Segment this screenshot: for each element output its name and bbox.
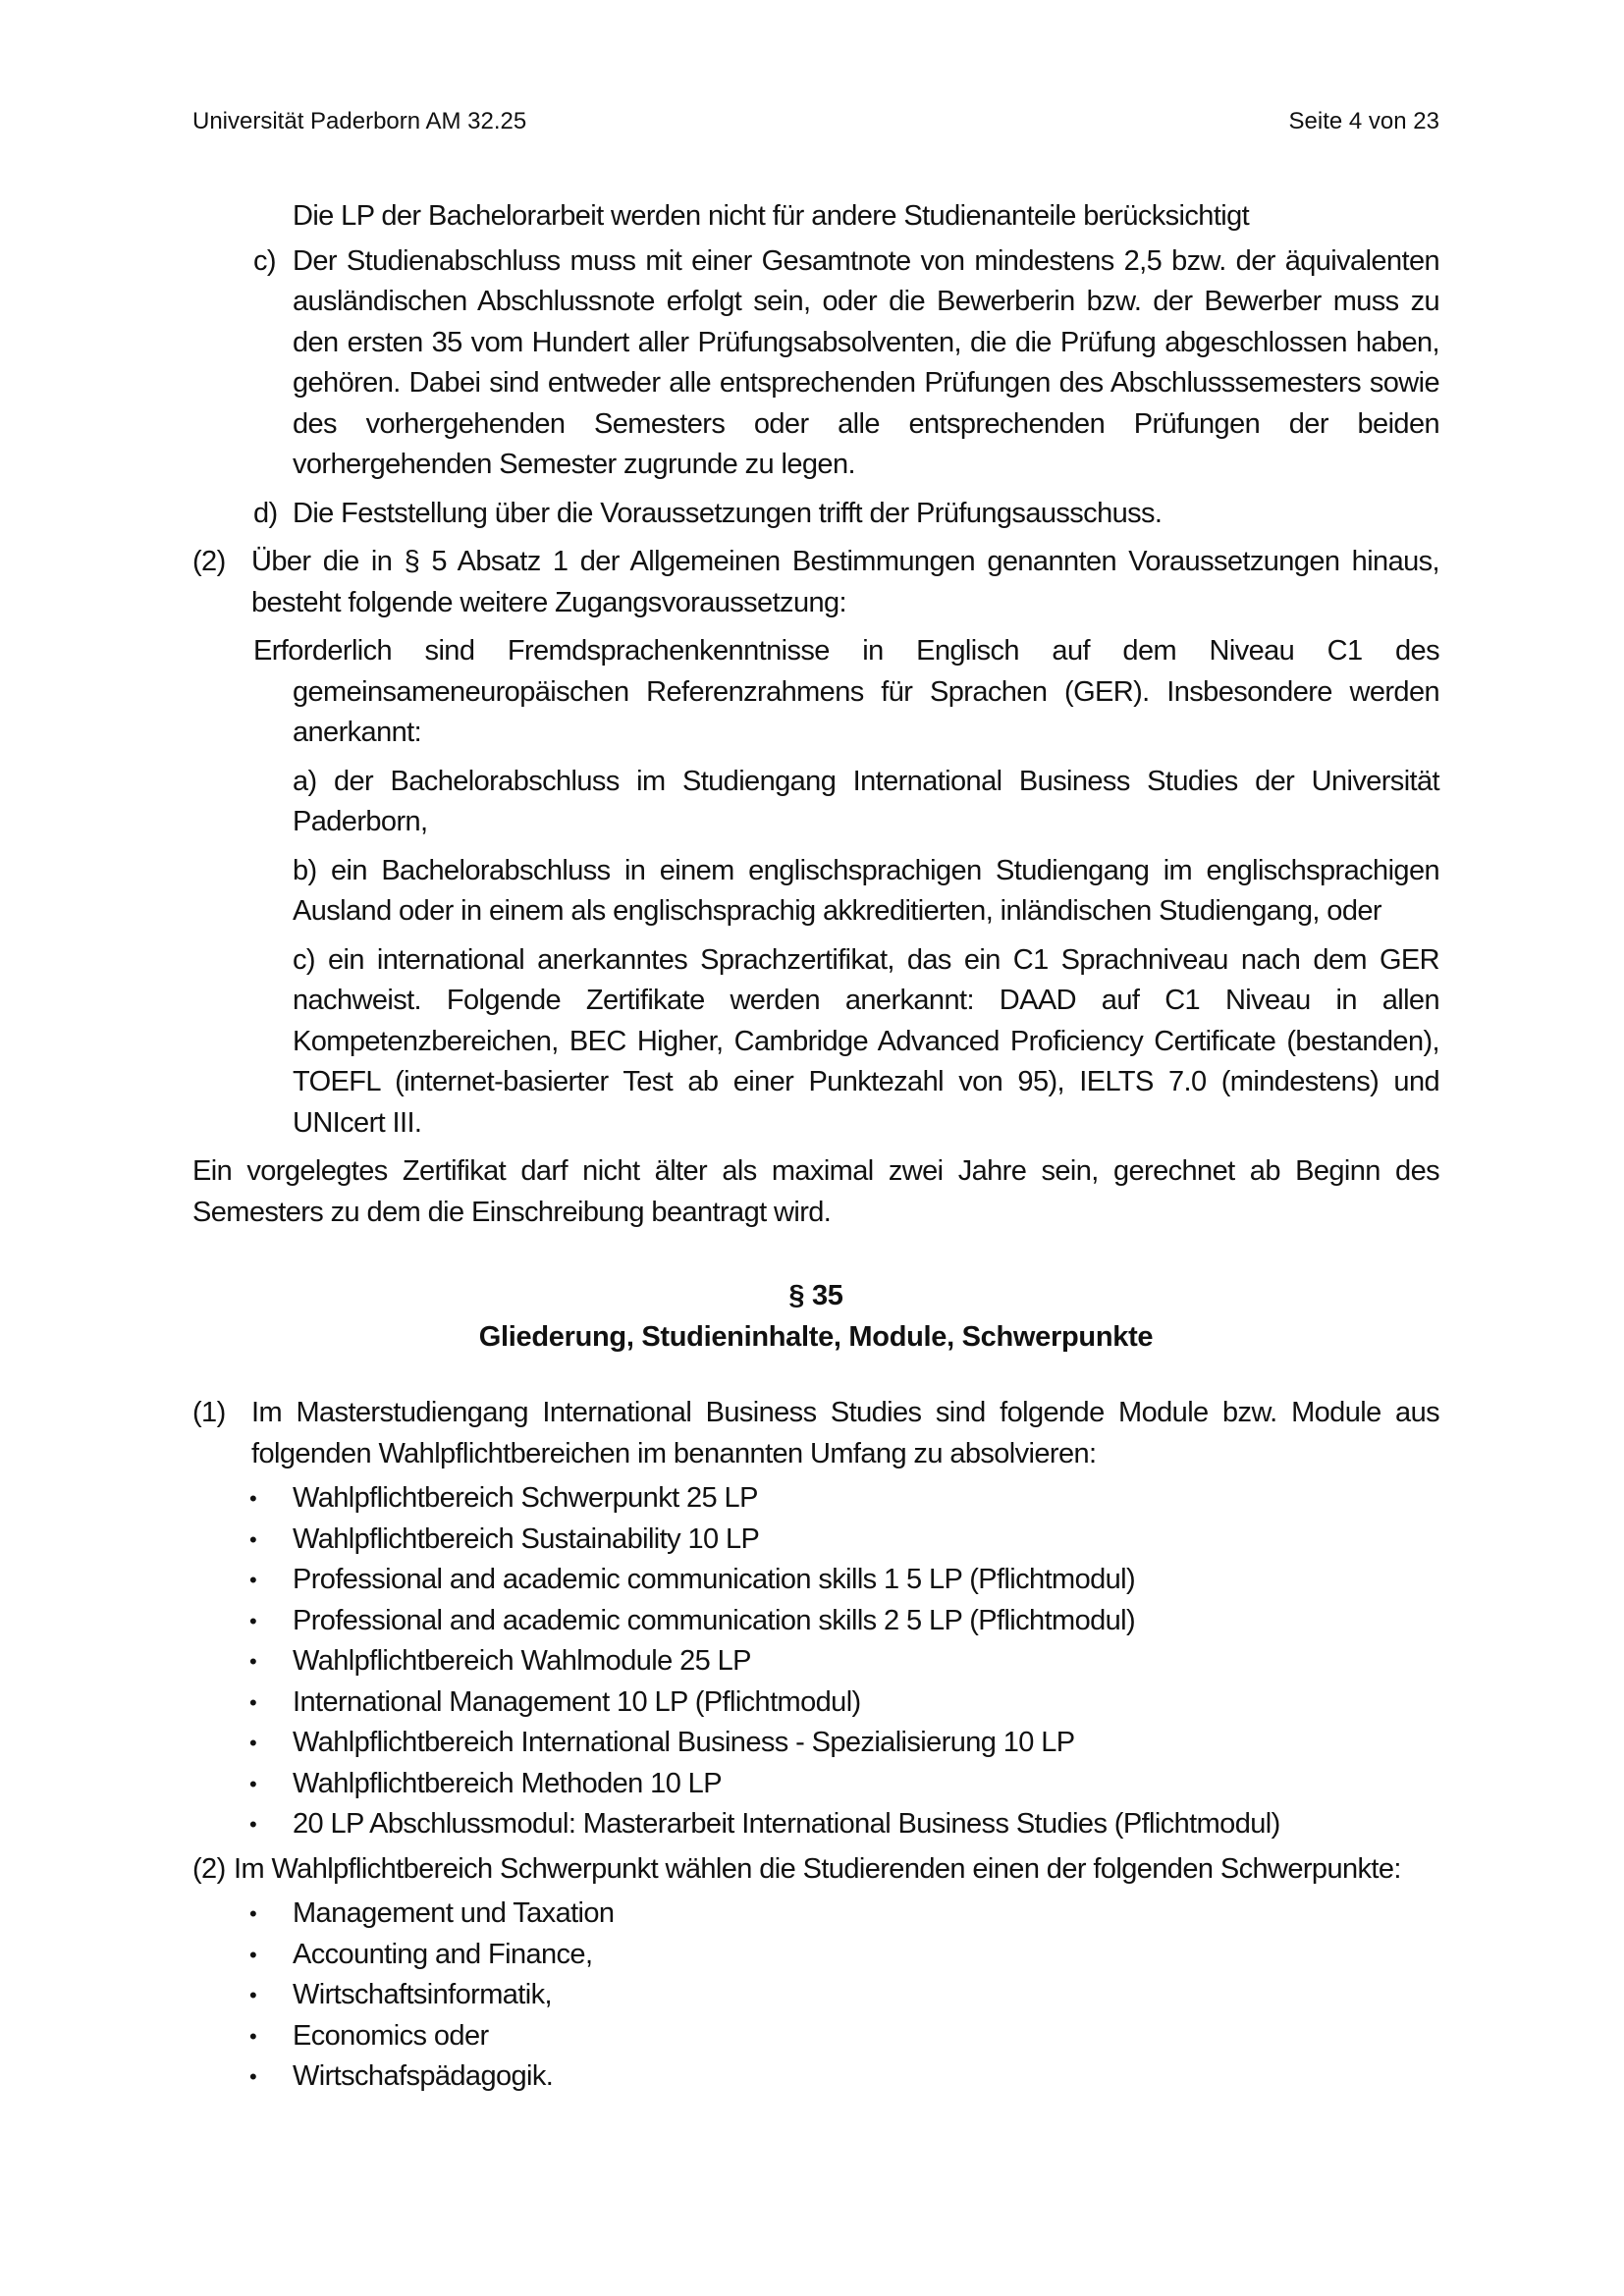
page-number: Seite 4 von 23 xyxy=(1288,108,1439,134)
list-item xyxy=(192,1894,1439,1935)
bullet-text: Wirtschaftsinformatik, xyxy=(293,1979,552,2010)
continued-text: Die LP der Bachelorarbeit werden nicht für andere Studienanteile berücksichtigt xyxy=(293,200,1250,232)
bullet-text: Professional and academic communication skills 2 5 LP (Pflichtmodul) xyxy=(293,1604,1136,1636)
list-item-c xyxy=(192,241,1439,486)
requirement-option-c: c) ein international anerkanntes Sprachzertifikat, das ein C1 Sprachniveau nach dem GER nachweist. Folgende Zertifikate werden anerkannt: DAAD auf C1 Niveau in allen Kompetenzbereichen, BEC Higher, Cambridge Advanced Proficiency Certificate (bestanden), TOEFL (internet-basierter Test ab einer Punktezahl von 95), IELTS 7.0 (mindestens) und UNIcert III. xyxy=(293,943,1439,1139)
bullet-text: Wirtschafspädagogik. xyxy=(293,2060,554,2092)
bullet-text: Wahlpflichtbereich Schwerpunkt 25 LP xyxy=(293,1482,758,1514)
item-label: c) xyxy=(253,244,276,277)
list-item xyxy=(192,2056,1439,2098)
item-label: d) xyxy=(253,497,278,529)
bullet-icon: • xyxy=(249,1486,257,1511)
list-item-d xyxy=(192,494,1439,535)
bullet-text: International Management 10 LP (Pflichtmodul) xyxy=(293,1685,861,1718)
bullet-icon: • xyxy=(249,1649,257,1674)
list-item xyxy=(192,1601,1439,1642)
paragraph-text: Über die in § 5 Absatz 1 der Allgemeinen Bestimmungen genannten Voraussetzungen hinaus, besteht folgende weitere Zugangsvoraussetzung: xyxy=(251,546,1439,618)
bullet-text: Accounting and Finance, xyxy=(293,1938,593,1970)
item-text: Die Feststellung über die Voraussetzungen trifft der Prüfungsausschuss. xyxy=(293,497,1163,529)
list-item xyxy=(192,1641,1439,1682)
list-item xyxy=(192,1723,1439,1764)
list-item xyxy=(192,1560,1439,1601)
list-item xyxy=(192,1520,1439,1561)
module-list xyxy=(192,1478,1439,1845)
list-item xyxy=(192,1975,1439,2016)
paragraph-2 xyxy=(192,542,1439,623)
list-item xyxy=(192,1682,1439,1724)
bullet-icon: • xyxy=(249,1568,257,1592)
bullet-text: Wahlpflichtbereich International Business - Spezialisierung 10 LP xyxy=(293,1727,1075,1758)
bullet-icon: • xyxy=(249,1608,257,1633)
section-number: § 35 xyxy=(788,1280,843,1311)
bullet-icon: • xyxy=(249,1689,257,1715)
bullet-icon: • xyxy=(249,1942,257,1967)
header-title: Universität Paderborn AM 32.25 xyxy=(192,108,527,134)
bullet-text: Wahlpflichtbereich Sustainability 10 LP xyxy=(293,1522,760,1555)
paragraph-text: Im Wahlpflichtbereich Schwerpunkt wählen die Studierenden einen der folgenden Schwerpunkte: xyxy=(234,1852,1401,1885)
list-item xyxy=(192,1764,1439,1805)
paragraph-label: (2) xyxy=(192,1852,226,1885)
bullet-icon: • xyxy=(249,2023,257,2049)
requirement-option-a: a) der Bachelorabschluss im Studiengang International Business Studies der Universität Paderborn, xyxy=(293,765,1439,837)
bullet-icon: • xyxy=(249,1526,257,1552)
bullet-text: 20 LP Abschlussmodul: Masterarbeit International Business Studies (Pflichtmodul) xyxy=(293,1808,1280,1840)
page-header xyxy=(192,106,1439,137)
section-title: Gliederung, Studieninhalte, Module, Schwerpunkte xyxy=(478,1320,1154,1353)
certificate-note: Ein vorgelegtes Zertifikat darf nicht älter als maximal zwei Jahre sein, gerechnet ab Beginn des Semesters zu dem die Einschreibung beantragt wird. xyxy=(192,1155,1439,1228)
bullet-text: Economics oder xyxy=(293,2019,489,2052)
bullet-icon: • xyxy=(249,1771,257,1796)
item-text: Der Studienabschluss muss mit einer Gesamtnote von mindestens 2,5 bzw. der äquivalenten ausländischen Abschlussnote erfolgt sein, oder die Bewerberin bzw. der Bewerber muss zu den ersten 35 vom Hundert aller Prüfungsabsolventen, die die Prüfung abgeschlossen haben, gehören. Dabei sind entweder alle entsprechenden Prüfungen des Abschlusssemesters sowie des vorhergehenden Semesters oder alle entsprechenden Prüfungen der beiden vorhergehenden Semester zugrunde zu legen. xyxy=(293,244,1439,480)
list-item xyxy=(192,1804,1439,1845)
paragraph-label: (1) xyxy=(192,1397,226,1428)
bullet-icon: • xyxy=(249,1983,257,2007)
list-item xyxy=(192,2016,1439,2057)
language-requirement: Erforderlich sind Fremdsprachenkenntnisse in Englisch auf dem Niveau C1 des gemeinsameneuropäischen Referenzrahmens für Sprachen (GER). Insbesondere werden anerkannt: xyxy=(253,635,1439,748)
s35-paragraph-2 xyxy=(192,1849,1439,1891)
requirement-option-b: b) ein Bachelorabschluss in einem englischsprachigen Studiengang im englischsprachigen Ausland oder in einem als englischsprachig akkreditierten, inländischen Studiengang, oder xyxy=(293,854,1439,927)
bullet-text: Wahlpflichtbereich Methoden 10 LP xyxy=(293,1767,722,1799)
paragraph-text: Im Masterstudiengang International Business Studies sind folgende Module bzw. Module aus folgenden Wahlpflichtbereichen im benannten Umfang zu absolvieren: xyxy=(251,1397,1439,1469)
bullet-text: Professional and academic communication skills 1 5 LP (Pflichtmodul) xyxy=(293,1564,1136,1595)
list-item xyxy=(192,1935,1439,1976)
list-item xyxy=(192,1478,1439,1520)
bullet-icon: • xyxy=(249,1812,257,1837)
paragraph-label: (2) xyxy=(192,546,226,577)
s35-paragraph-1 xyxy=(192,1393,1439,1474)
bullet-icon: • xyxy=(249,1901,257,1926)
bullet-text: Wahlpflichtbereich Wahlmodule 25 LP xyxy=(293,1645,751,1677)
bullet-text: Management und Taxation xyxy=(293,1897,615,1929)
focus-list xyxy=(192,1894,1439,2098)
page-content xyxy=(192,196,1439,2098)
bullet-icon: • xyxy=(249,2064,257,2089)
bullet-icon: • xyxy=(249,1731,257,1755)
